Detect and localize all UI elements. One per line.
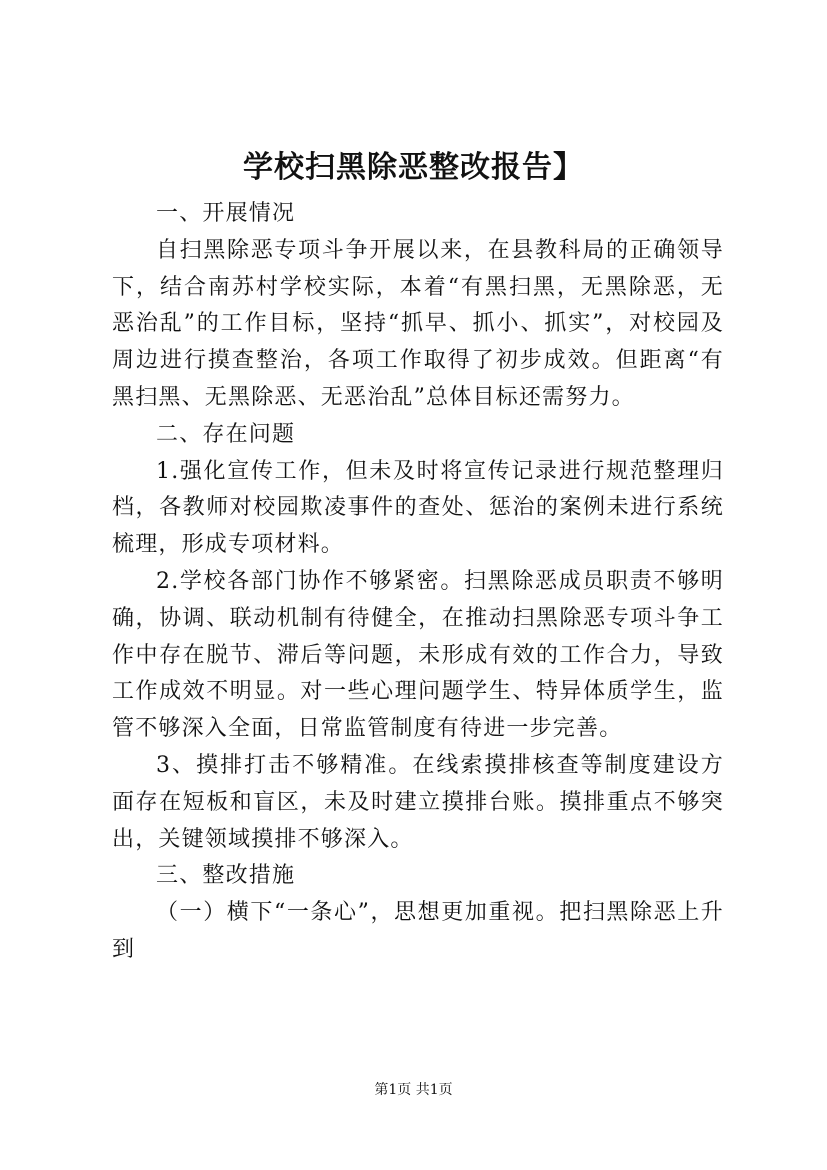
section-heading-2: 二、存在问题 bbox=[156, 421, 296, 447]
document-body bbox=[112, 196, 724, 969]
paragraph-measure-1: （一）横下“一条心”，思想更加重视。把扫黑除恶上升到 bbox=[112, 900, 724, 962]
paragraph-overview: 自扫黑除恶专项斗争开展以来，在县教科局的正确领导下，结合南苏村学校实际，本着“有黑扫黑，无黑除恶，无恶治乱”的工作目标，坚持“抓早、抓小、抓实”，对校园及周边进行摸查整治，各项工作取得了初步成效。但距离“有黑扫黑、无黑除恶、无恶治乱”总体目标还需努力。 bbox=[112, 237, 724, 410]
section-heading-1: 一、开展情况 bbox=[156, 201, 296, 226]
paragraph-problem-2: 2.学校各部门协作不够紧密。扫黑除恶成员职责不够明确，协调、联动机制有待健全，在推动扫黑除恶专项斗争工作中存在脱节、滞后等问题，未形成有效的工作合力，导致工作成效不明显。对一些心理问题学生、特异体质学生，监管不够深入全面，日常监管制度有待进一步完善。 bbox=[112, 568, 724, 742]
page-footer: 第1页 共1页 bbox=[374, 1082, 453, 1098]
document-title: 学校扫黑除恶整改报告】 bbox=[243, 150, 584, 185]
section-heading-3: 三、整改措施 bbox=[156, 863, 296, 889]
paragraph-problem-3: 3、摸排打击不够精准。在线索摸排核查等制度建设方面存在短板和盲区，未及时建立摸排台账。摸排重点不够突出，关键领域摸排不够深入。 bbox=[112, 752, 724, 852]
paragraph-problem-1: 1.强化宣传工作，但未及时将宣传记录进行规范整理归档，各教师对校园欺凌事件的查处、惩治的案例未进行系统梳理，形成专项材料。 bbox=[112, 458, 724, 558]
